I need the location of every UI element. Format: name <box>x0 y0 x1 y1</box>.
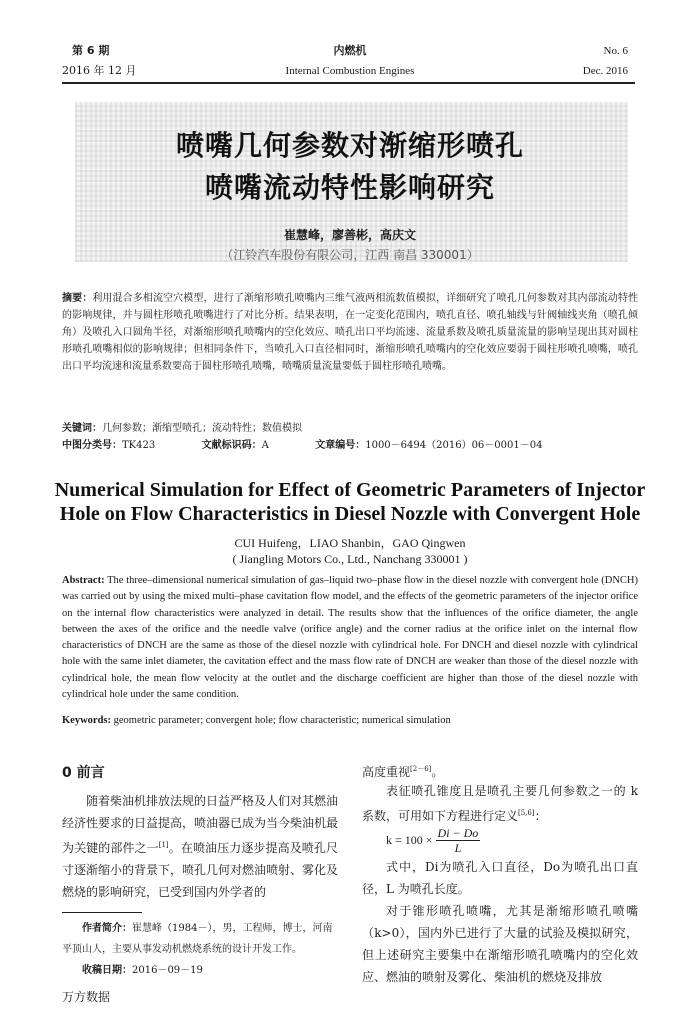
header-date-en: Dec. 2016 <box>582 65 628 77</box>
clc-label: 中图分类号： <box>62 440 122 451</box>
clc-value: TK423 <box>122 440 156 451</box>
right-continuation-text: 高度重视 <box>362 765 411 779</box>
footnote-rule <box>62 912 142 913</box>
watermark: 万方数据 <box>62 990 111 1004</box>
footnote-received <box>62 960 338 981</box>
right-para1-text: 表征喷孔锥度且是喷孔主要几何参数之一的 k 系数，可用如下方程进行定义 <box>362 784 638 823</box>
keywords-cn <box>62 420 638 437</box>
abstract-en-text: The three–dimensional numerical simulation of gas–liquid two–phase flow in the diesel nozzle with convergent hole (DNCH) was carried out by using the mixed multi–phase cavitation flow model, and the effects of the geometric parameters of the injector orifice on the internal flow characteristics were analyzed in detail. The results show that the influences of the orifice diameter, the angle between the axes of the orifice and the needle valve (orifice angle) and the corner radius at the orifice inlet on the internal flow characteristics of DNCH are the same as those of the diesel nozzle with cylindrical hole. For DNCH and diesel nozzle with cylindrical hole with the same inlet diameter, the cavitation effect and the mass flow rate of DNCH are weaker than those of the diesel nozzle with cylindrical hole, the mean flow velocity at the outlet and the discharge coefficient are higher than those of the diesel nozzle with cylindrical hole under the same condition. <box>62 575 638 701</box>
keywords-en-text: geometric parameter; convergent hole; flow characteristic; numerical simulation <box>113 715 451 726</box>
keywords-cn-text: 几何参数；渐缩型喷孔；流动特性；数值模拟 <box>102 423 302 434</box>
intro-paragraph <box>62 790 338 903</box>
doc-code-value: A <box>261 440 269 451</box>
right-paragraph-1 <box>362 780 638 827</box>
title-en-line2: Hole on Flow Characteristics in Diesel Nozzle with Convergent Hole <box>59 503 641 525</box>
footnote-received-label: 收稿日期： <box>82 965 132 976</box>
equation-fraction <box>436 826 481 855</box>
right-continuation-end: 。 <box>431 765 444 779</box>
abstract-cn <box>62 290 638 375</box>
abstract-en-label: Abstract: <box>62 575 105 586</box>
authors-cn: 崔慧峰，廖善彬，高庆文 <box>283 228 416 242</box>
citation-3: [5,6] <box>518 809 535 817</box>
doc-code-label: 文献标识码： <box>201 440 262 451</box>
header-issue-cn: 第 6 期 <box>72 44 110 57</box>
equation-k <box>386 826 480 855</box>
header-journal-en: Internal Combustion Engines <box>285 65 415 77</box>
authors-en: CUI Huifeng，LIAO Shanbin，GAO Qingwen <box>234 536 466 550</box>
abstract-cn-text: 利用混合多相流空穴模型，进行了渐缩形喷孔喷嘴内三维气液两相流数值模拟，详细研究了喷孔几何参数对其内部流动特性的影响规律，并与圆柱形喷孔喷嘴进行了对比分析。结果表明，在一定变化范围内，喷孔直径、喷孔轴线与针阀轴线夹角（喷孔倾角）及喷孔入口圆角半径，对渐缩形喷孔喷嘴内的空化效应、喷孔出口平均流速、流量系数及喷孔质量流量的影响呈现出其对圆柱形喷孔喷嘴相似的影响规律；但相同条件下，当喷孔入口直径相同时，渐缩形喷孔喷嘴内的空化效应要弱于圆柱形喷孔喷嘴，喷孔出口平均流速和流量系数要高于圆柱形喷孔喷嘴，喷嘴质量流量要低于圆柱形喷孔喷嘴。 <box>62 293 639 372</box>
section-heading-intro: 0 前言 <box>62 765 105 781</box>
equation-lhs: k = 100 × <box>386 833 433 847</box>
header-issue-en: No. 6 <box>603 45 628 57</box>
header-date-cn: 2016 年 12 月 <box>62 64 137 77</box>
keywords-en <box>62 713 638 729</box>
header-journal-cn: 内燃机 <box>333 44 367 57</box>
keywords-cn-label: 关键词： <box>62 423 102 434</box>
title-cn-line1: 喷嘴几何参数对渐缩形喷孔 <box>175 129 524 162</box>
footnote-author-text: 崔慧峰（1984－），男，工程师，博士，河南平顶山人，主要从事发动机燃烧系统的设计开发工作。 <box>62 923 333 955</box>
article-no-label: 文章编号： <box>315 440 366 451</box>
intro-text-tail: 。在喷油压力逐步提高及喷孔尺寸逐渐缩小的背景下，喷孔几何对燃油喷射、雾化及燃烧的影响研究，已受到国内外学者的 <box>62 841 339 899</box>
footnote-author <box>62 918 338 960</box>
affiliation-cn: （江铃汽车股份有限公司，江西 南昌 330001） <box>221 248 479 262</box>
article-no-value: 1000－6494（2016）06－0001－04 <box>365 440 543 451</box>
classification-line <box>62 437 638 454</box>
right-para1-end: ： <box>534 809 547 823</box>
affiliation-en: ( Jiangling Motors Co., Ltd., Nanchang 330001 ) <box>232 552 468 566</box>
intro-text: 随着柴油机排放法规的日益严格及人们对其燃油经济性要求的日益提高，喷油器已成为当今柴油机最为关键的部件之一 <box>62 794 339 855</box>
keywords-en-label: Keywords: <box>62 715 111 726</box>
footnote-received-date: 2016－09－19 <box>132 965 203 976</box>
abstract-en <box>62 573 638 703</box>
right-paragraph-3: 对于锥形喷孔喷嘴，尤其是渐缩形喷孔喷嘴（k>0），国内外已进行了大量的试验及模拟研究，但上述研究主要集中在渐缩形喷孔喷嘴内的空化效应、燃油的喷射及雾化、柴油机的燃烧及排放 <box>362 904 638 984</box>
header-rule <box>62 82 635 84</box>
title-cn-line2: 喷嘴流动特性影响研究 <box>204 171 495 204</box>
citation-1: [1] <box>158 841 169 849</box>
equation-numerator: Di − Do <box>437 826 479 840</box>
footnote-author-label: 作者简介： <box>82 923 132 934</box>
equation-denominator: L <box>454 841 462 855</box>
citation-2: [2－6] <box>410 765 432 773</box>
abstract-cn-label: 摘要： <box>62 293 93 304</box>
title-en-line1: Numerical Simulation for Effect of Geometric Parameters of Injector <box>54 479 646 501</box>
right-paragraph-2: 式中，Di为喷孔入口直径，Do为喷孔出口直径，L 为喷孔长度。 <box>362 860 638 896</box>
